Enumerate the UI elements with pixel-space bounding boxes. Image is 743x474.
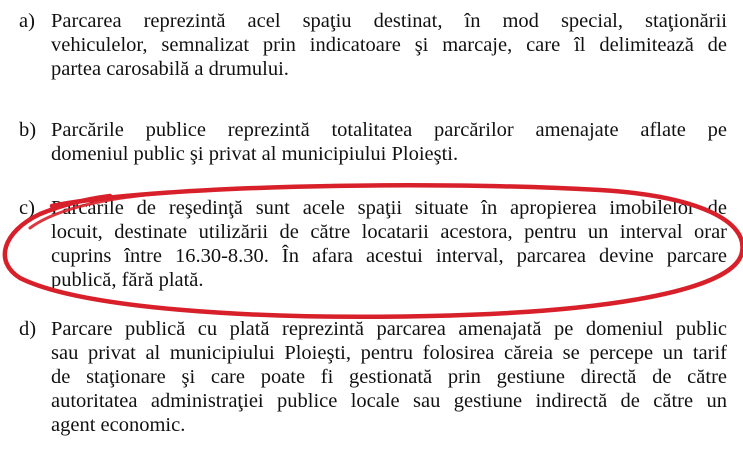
item-marker-a: a): [19, 10, 35, 32]
item-marker-d: d): [19, 318, 37, 340]
item-marker-b: b): [19, 119, 37, 141]
item-a-line-2: vehiculelor, semnalizat prin indicatoare şi marcaje, care îl delimitează de: [51, 34, 727, 56]
item-c-line-4: publică, fără plată.: [51, 269, 204, 291]
item-d-line-5: agent economic.: [51, 414, 186, 436]
item-c-line-1: Parcările de reşedinţă sunt acele spaţii situate în apropierea imobilelor de: [51, 197, 727, 219]
item-c-line-2: locuit, destinate utilizării de către locatarii acestora, pentru un interval orar: [51, 221, 727, 243]
item-b-line-2: domeniul public şi privat al municipiului Ploieşti.: [51, 143, 459, 165]
item-d-line-1: Parcare publică cu plată reprezintă parcarea amenajată pe domeniul public: [51, 318, 727, 340]
item-c-line-3: cuprins între 16.30-8.30. În afara acestui interval, parcarea devine parcare: [51, 245, 727, 267]
item-a-line-1: Parcarea reprezintă acel spaţiu destinat, în mod special, staţionării: [51, 10, 727, 32]
item-b-line-1: Parcările publice reprezintă totalitatea parcărilor amenajate aflate pe: [51, 119, 727, 141]
item-marker-c: c): [19, 197, 35, 219]
item-d-line-2: sau privat al municipiului Ploieşti, pentru folosirea căreia se percepe un tarif: [51, 342, 727, 364]
item-d-line-3: de staţionare şi care poate fi gestionată prin gestiune directă de către: [51, 366, 727, 388]
item-a-line-3: partea carosabilă a drumului.: [51, 58, 289, 80]
item-d-line-4: autoritatea administraţiei publice locale sau gestiune indirectă de către un: [51, 390, 727, 412]
